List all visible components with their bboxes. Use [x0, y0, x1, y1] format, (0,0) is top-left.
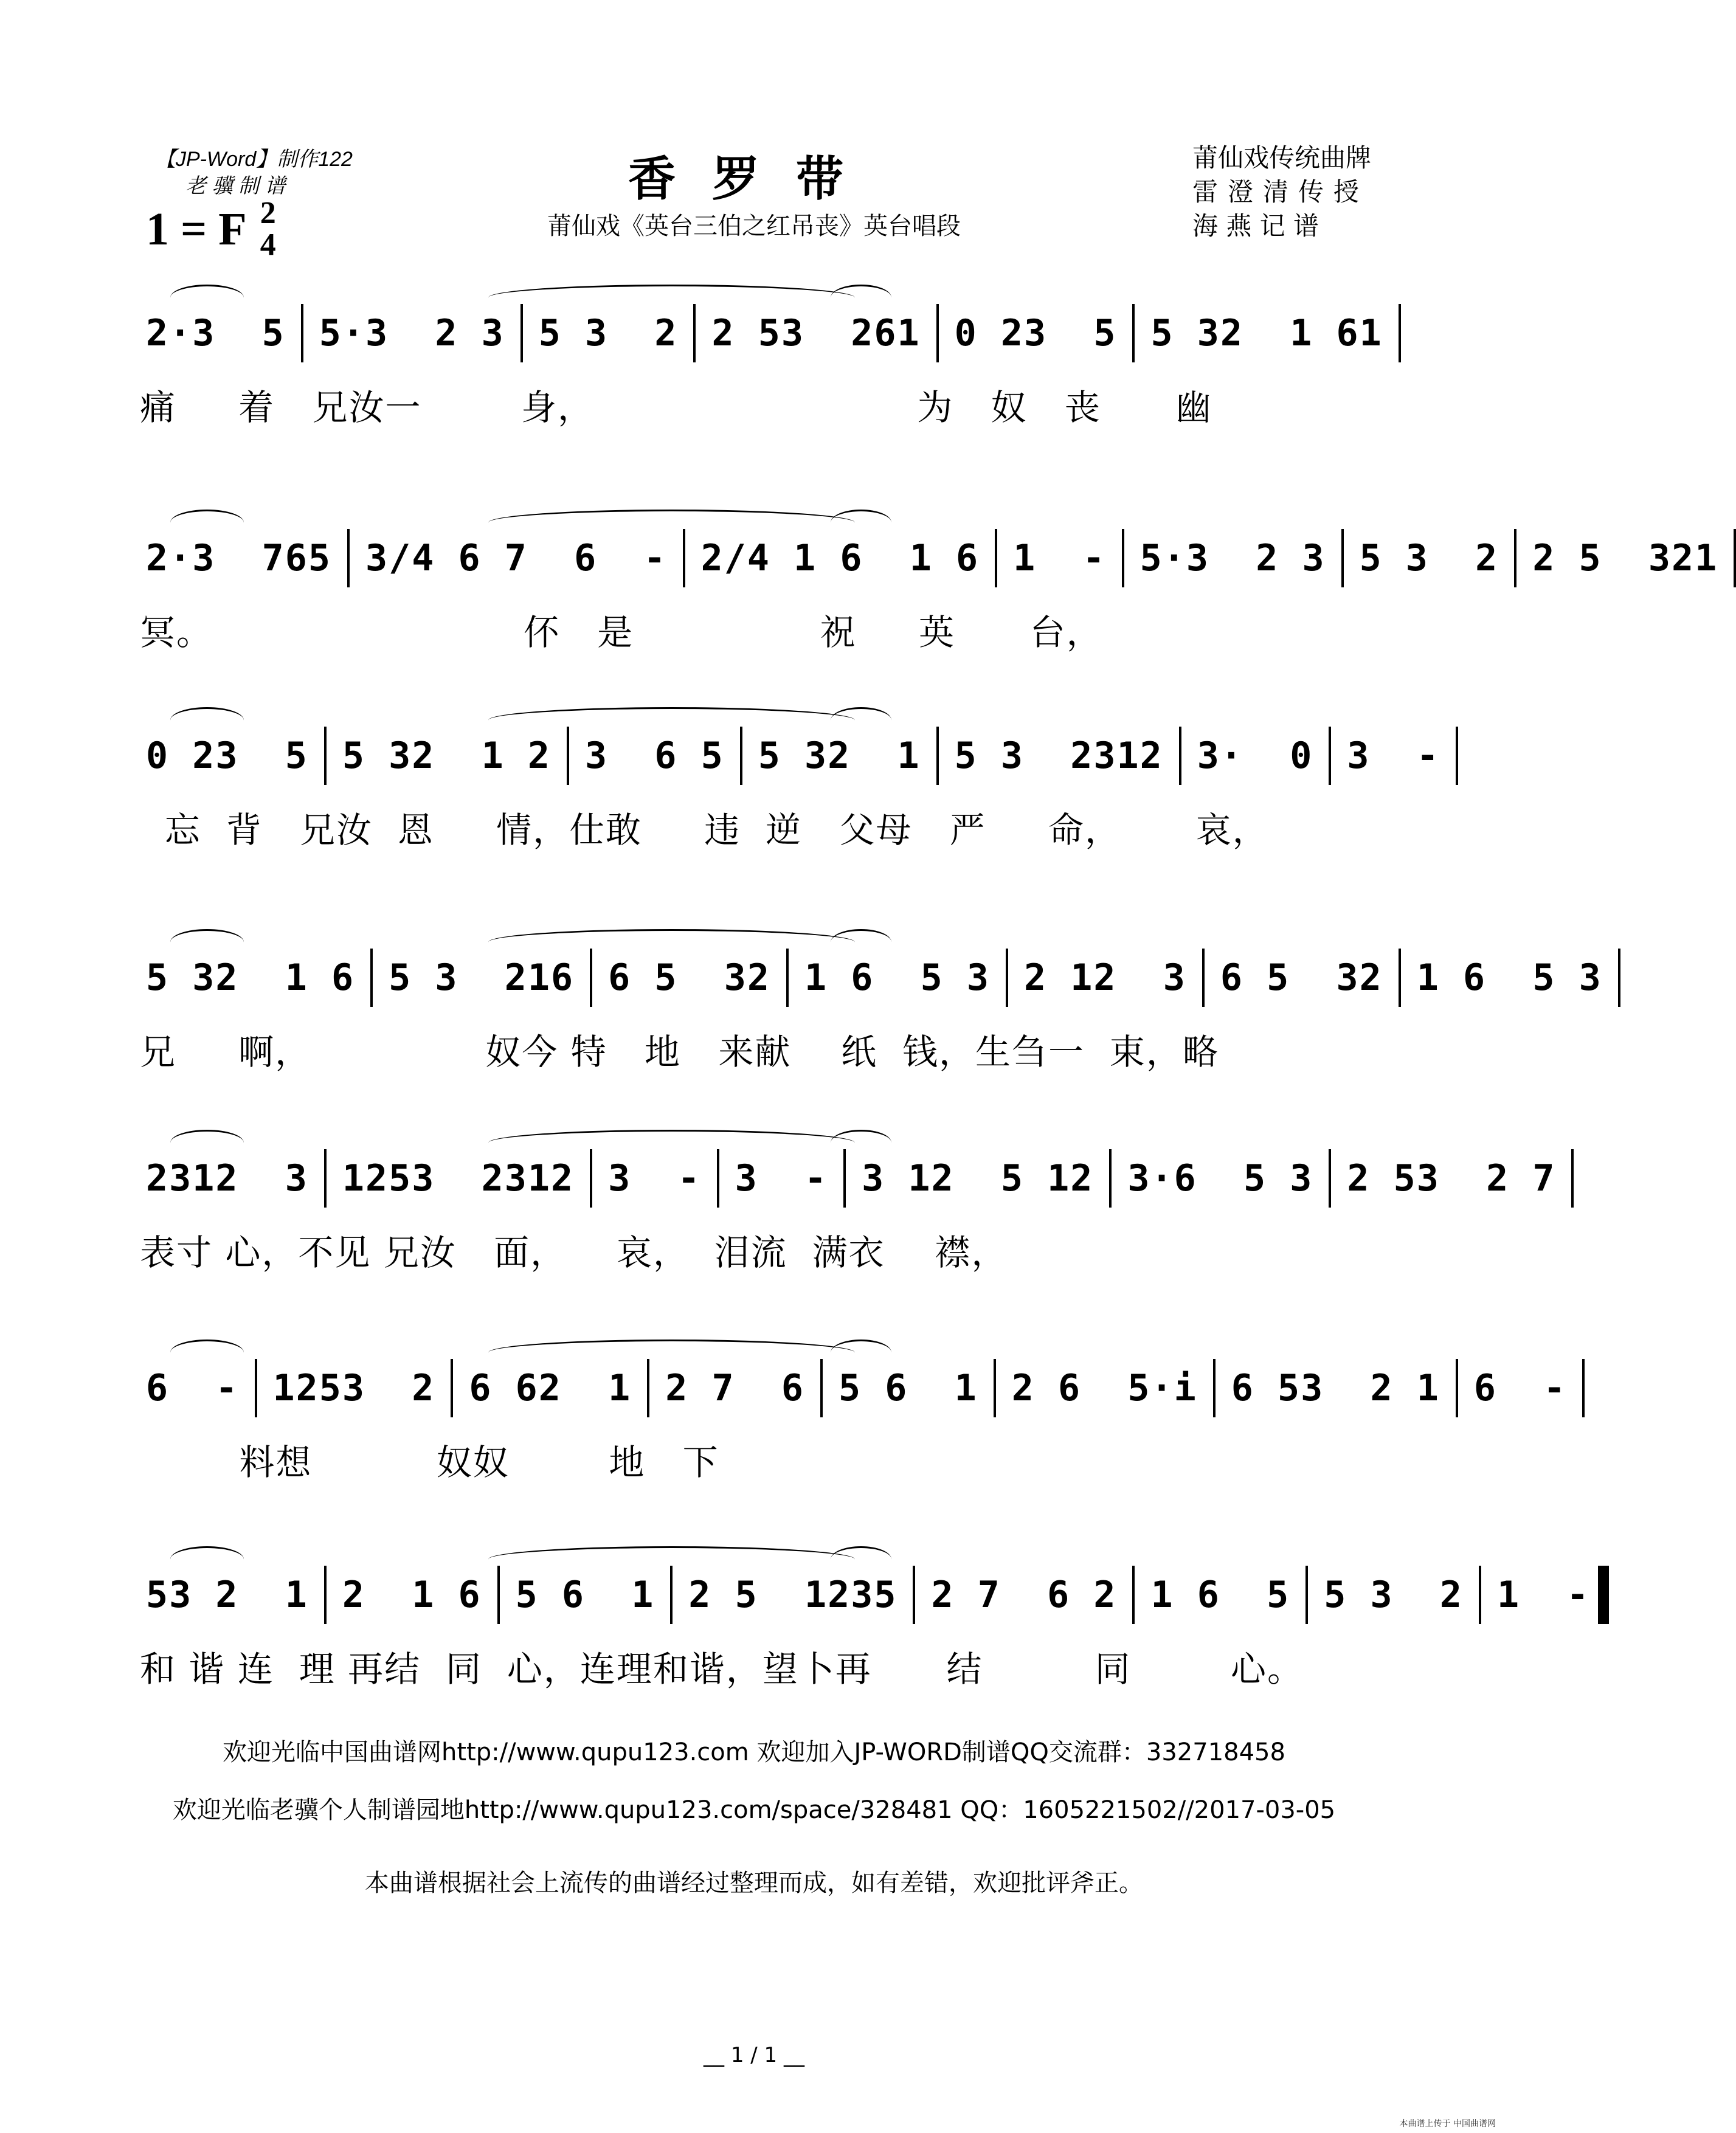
barline — [683, 529, 685, 587]
score-system — [140, 493, 1718, 663]
slur-mark — [170, 1546, 244, 1572]
barline — [1571, 1149, 1574, 1208]
score-system — [140, 1113, 1556, 1283]
barline — [1132, 1566, 1135, 1624]
page-number: __ 1 / 1 __ — [704, 2043, 804, 2067]
measure: 3·6 5 3 — [1127, 1157, 1313, 1200]
slur-mark — [170, 707, 244, 733]
barline — [520, 304, 523, 362]
barline — [936, 304, 939, 362]
barline — [1479, 1566, 1481, 1624]
measure: 2 53 261 — [711, 312, 921, 354]
barline — [1132, 304, 1135, 362]
barline — [567, 727, 569, 785]
measure: 2 12 3 — [1023, 956, 1186, 999]
measure: 5 32 1 6 — [146, 956, 355, 999]
barline — [324, 1149, 327, 1208]
measure: 5·3 2 3 — [319, 312, 505, 354]
barline — [255, 1359, 257, 1417]
measure: 1253 2312 — [342, 1157, 575, 1200]
lyrics-line: 料想 奴奴 地 下 — [140, 1442, 719, 1483]
notes-row — [146, 1359, 1567, 1420]
score-system — [140, 1529, 1590, 1699]
lyrics-line: 表寸 心，不见 兄汝 面， 哀， 泪流 满衣 襟， — [140, 1232, 1008, 1273]
barline — [1006, 949, 1008, 1007]
lyrics-line: 忘 背 兄汝 恩 情，仕敢 违 逆 父母 严 命， 哀， — [140, 809, 1269, 851]
credit-source: 莆仙戏传统曲牌 — [1192, 143, 1371, 173]
slur-mark — [488, 707, 855, 733]
barline — [324, 1566, 327, 1624]
measure: 1 6 5 3 — [804, 956, 990, 999]
measure: 5 3 216 — [389, 956, 575, 999]
barline — [324, 727, 327, 785]
slur-mark — [488, 1130, 855, 1156]
score-system — [140, 912, 1602, 1082]
measure: 0 23 5 — [146, 735, 308, 777]
barline — [995, 529, 997, 587]
barline — [994, 1359, 996, 1417]
lyrics-line: 兄 啊， 奴今 特 地 来献 纸 钱，生刍一 束，略 — [140, 1031, 1219, 1073]
measure: 6 53 2 1 — [1231, 1367, 1440, 1409]
measure: 5 32 1 — [758, 735, 921, 777]
measure: 0 23 5 — [954, 312, 1117, 354]
slur-mark — [831, 285, 892, 311]
measure: 5 32 1 2 — [342, 735, 551, 777]
score-system — [140, 268, 1383, 438]
barline — [936, 727, 939, 785]
slur-mark — [170, 1130, 244, 1156]
measure: 1 6 5 3 — [1416, 956, 1602, 999]
barline — [1734, 529, 1736, 587]
slur-mark — [170, 285, 244, 311]
barline — [1202, 949, 1205, 1007]
maker-label: 【JP-Word】制作122 — [155, 148, 353, 171]
measure: 5 3 2 — [538, 312, 678, 354]
barline — [1582, 1359, 1585, 1417]
lyrics-line: 冥。 伓 是 祝 英 台， — [140, 612, 1103, 653]
notes-row — [146, 727, 1440, 787]
measure: 3 12 5 12 — [862, 1157, 1094, 1200]
measure: 3 - — [1347, 735, 1440, 777]
measure: 2·3 5 — [146, 312, 285, 354]
barline — [1399, 304, 1401, 362]
barline — [301, 304, 303, 362]
barline — [670, 1566, 673, 1624]
measure: 1 6 5 — [1150, 1574, 1290, 1616]
measure: 2 7 6 2 — [931, 1574, 1117, 1616]
slur-mark — [831, 1340, 892, 1366]
barline — [1305, 1566, 1308, 1624]
measure: 5 6 1 — [839, 1367, 978, 1409]
measure: 2 1 6 — [342, 1574, 482, 1616]
barline — [740, 727, 742, 785]
barline — [820, 1359, 823, 1417]
measure: 6 5 32 — [608, 956, 770, 999]
barline — [843, 1149, 846, 1208]
credit-teacher: 雷澄清传授 — [1192, 177, 1369, 207]
barline — [451, 1359, 453, 1417]
page-subtitle: 莆仙戏《英台三伯之红吊丧》英台唱段 — [547, 212, 961, 240]
footer-line-3: 本曲谱根据社会上流传的曲谱经过整理而成，如有差错，欢迎批评斧正。 — [365, 1869, 1143, 1897]
slur-mark — [488, 1546, 855, 1572]
barline — [913, 1566, 915, 1624]
slur-mark — [831, 510, 892, 536]
barline — [1456, 1359, 1458, 1417]
slur-mark — [488, 929, 855, 955]
measure: 5·3 2 3 — [1139, 537, 1326, 579]
barline — [590, 949, 592, 1007]
measure: 6 - — [1473, 1367, 1567, 1409]
measure: 2 6 5·i — [1011, 1367, 1197, 1409]
time-bottom: 4 — [260, 227, 276, 262]
key-label: 1 = F — [146, 204, 247, 255]
slur-mark — [831, 707, 892, 733]
measure: 3 - — [608, 1157, 701, 1200]
slur-mark — [170, 929, 244, 955]
barline — [370, 949, 373, 1007]
slur-mark — [488, 285, 855, 311]
barline — [786, 949, 789, 1007]
measure: 3 6 5 — [584, 735, 724, 777]
barline — [1109, 1149, 1112, 1208]
notes-row — [146, 949, 1602, 1009]
slur-mark — [831, 1546, 892, 1572]
measure: 5 3 2 — [1324, 1574, 1463, 1616]
barline — [693, 304, 696, 362]
score-system — [140, 1322, 1567, 1493]
measure: 53 2 1 — [146, 1574, 308, 1616]
barline — [1329, 1149, 1331, 1208]
barline — [1179, 727, 1181, 785]
barline — [590, 1149, 592, 1208]
measure: 2·3 765 — [146, 537, 331, 579]
barline — [1514, 529, 1516, 587]
lyrics-line: 和 谐 连 理 再结 同 心，连理和谐，望卜再 结 同 心。 — [140, 1648, 1304, 1690]
time-top: 2 — [260, 196, 276, 230]
barline — [717, 1149, 719, 1208]
barline — [1456, 727, 1458, 785]
final-barline — [1598, 1566, 1609, 1624]
barline — [1329, 727, 1331, 785]
barline — [497, 1566, 500, 1624]
barline — [1122, 529, 1124, 587]
slur-mark — [170, 510, 244, 536]
footer-line-2: 欢迎光临老骥个人制谱园地http://www.qupu123.com/space/328481 QQ：1605221502//2017-03-05 — [172, 1796, 1336, 1824]
arranger-label: 老 骥 制 谱 — [185, 175, 286, 198]
slur-mark — [170, 1340, 244, 1366]
upload-watermark: 本曲谱上传于 中国曲谱网 — [1399, 2119, 1496, 2129]
measure: 2312 3 — [146, 1157, 308, 1200]
measure: 3/4 6 7 6 - — [365, 537, 667, 579]
measure: 1 - — [1496, 1574, 1590, 1616]
measure: 2 53 2 7 — [1347, 1157, 1556, 1200]
notes-row — [146, 529, 1718, 590]
measure: 6 - — [146, 1367, 239, 1409]
measure: 5 3 2312 — [954, 735, 1163, 777]
barline — [1618, 949, 1620, 1007]
notes-row — [146, 1566, 1590, 1627]
lyrics-line: 痛 着 兄汝一 身， 为 奴 丧 幽 — [140, 387, 1212, 428]
barline — [1213, 1359, 1216, 1417]
measure: 1253 2 — [272, 1367, 435, 1409]
barline — [647, 1359, 649, 1417]
measure: 2/4 1 6 1 6 — [700, 537, 980, 579]
measure: 2 7 6 — [665, 1367, 804, 1409]
slur-mark — [831, 929, 892, 955]
score-system — [140, 690, 1440, 860]
notes-row — [146, 1149, 1556, 1210]
barline — [347, 529, 350, 587]
notes-row — [146, 304, 1383, 365]
credit-transcriber: 海 燕 记 谱 — [1192, 211, 1319, 241]
measure: 3 - — [735, 1157, 828, 1200]
measure: 6 5 32 — [1220, 956, 1383, 999]
measure: 5 6 1 — [515, 1574, 655, 1616]
page-title: 香罗带 — [628, 151, 880, 207]
measure: 5 3 2 — [1359, 537, 1499, 579]
slur-mark — [831, 1130, 892, 1156]
barline — [1341, 529, 1344, 587]
measure: 2 5 321 — [1532, 537, 1718, 579]
measure: 3· 0 — [1197, 735, 1313, 777]
measure: 2 5 1235 — [688, 1574, 897, 1616]
barline — [1399, 949, 1401, 1007]
footer-line-1: 欢迎光临中国曲谱网http://www.qupu123.com 欢迎加入JP-WORD制谱QQ交流群：332718458 — [223, 1738, 1285, 1766]
header-credits-right — [1192, 141, 1371, 243]
measure: 5 32 1 61 — [1150, 312, 1383, 354]
measure: 1 - — [1013, 537, 1106, 579]
measure: 6 62 1 — [469, 1367, 632, 1409]
slur-mark — [488, 510, 855, 536]
slur-mark — [488, 1340, 855, 1366]
